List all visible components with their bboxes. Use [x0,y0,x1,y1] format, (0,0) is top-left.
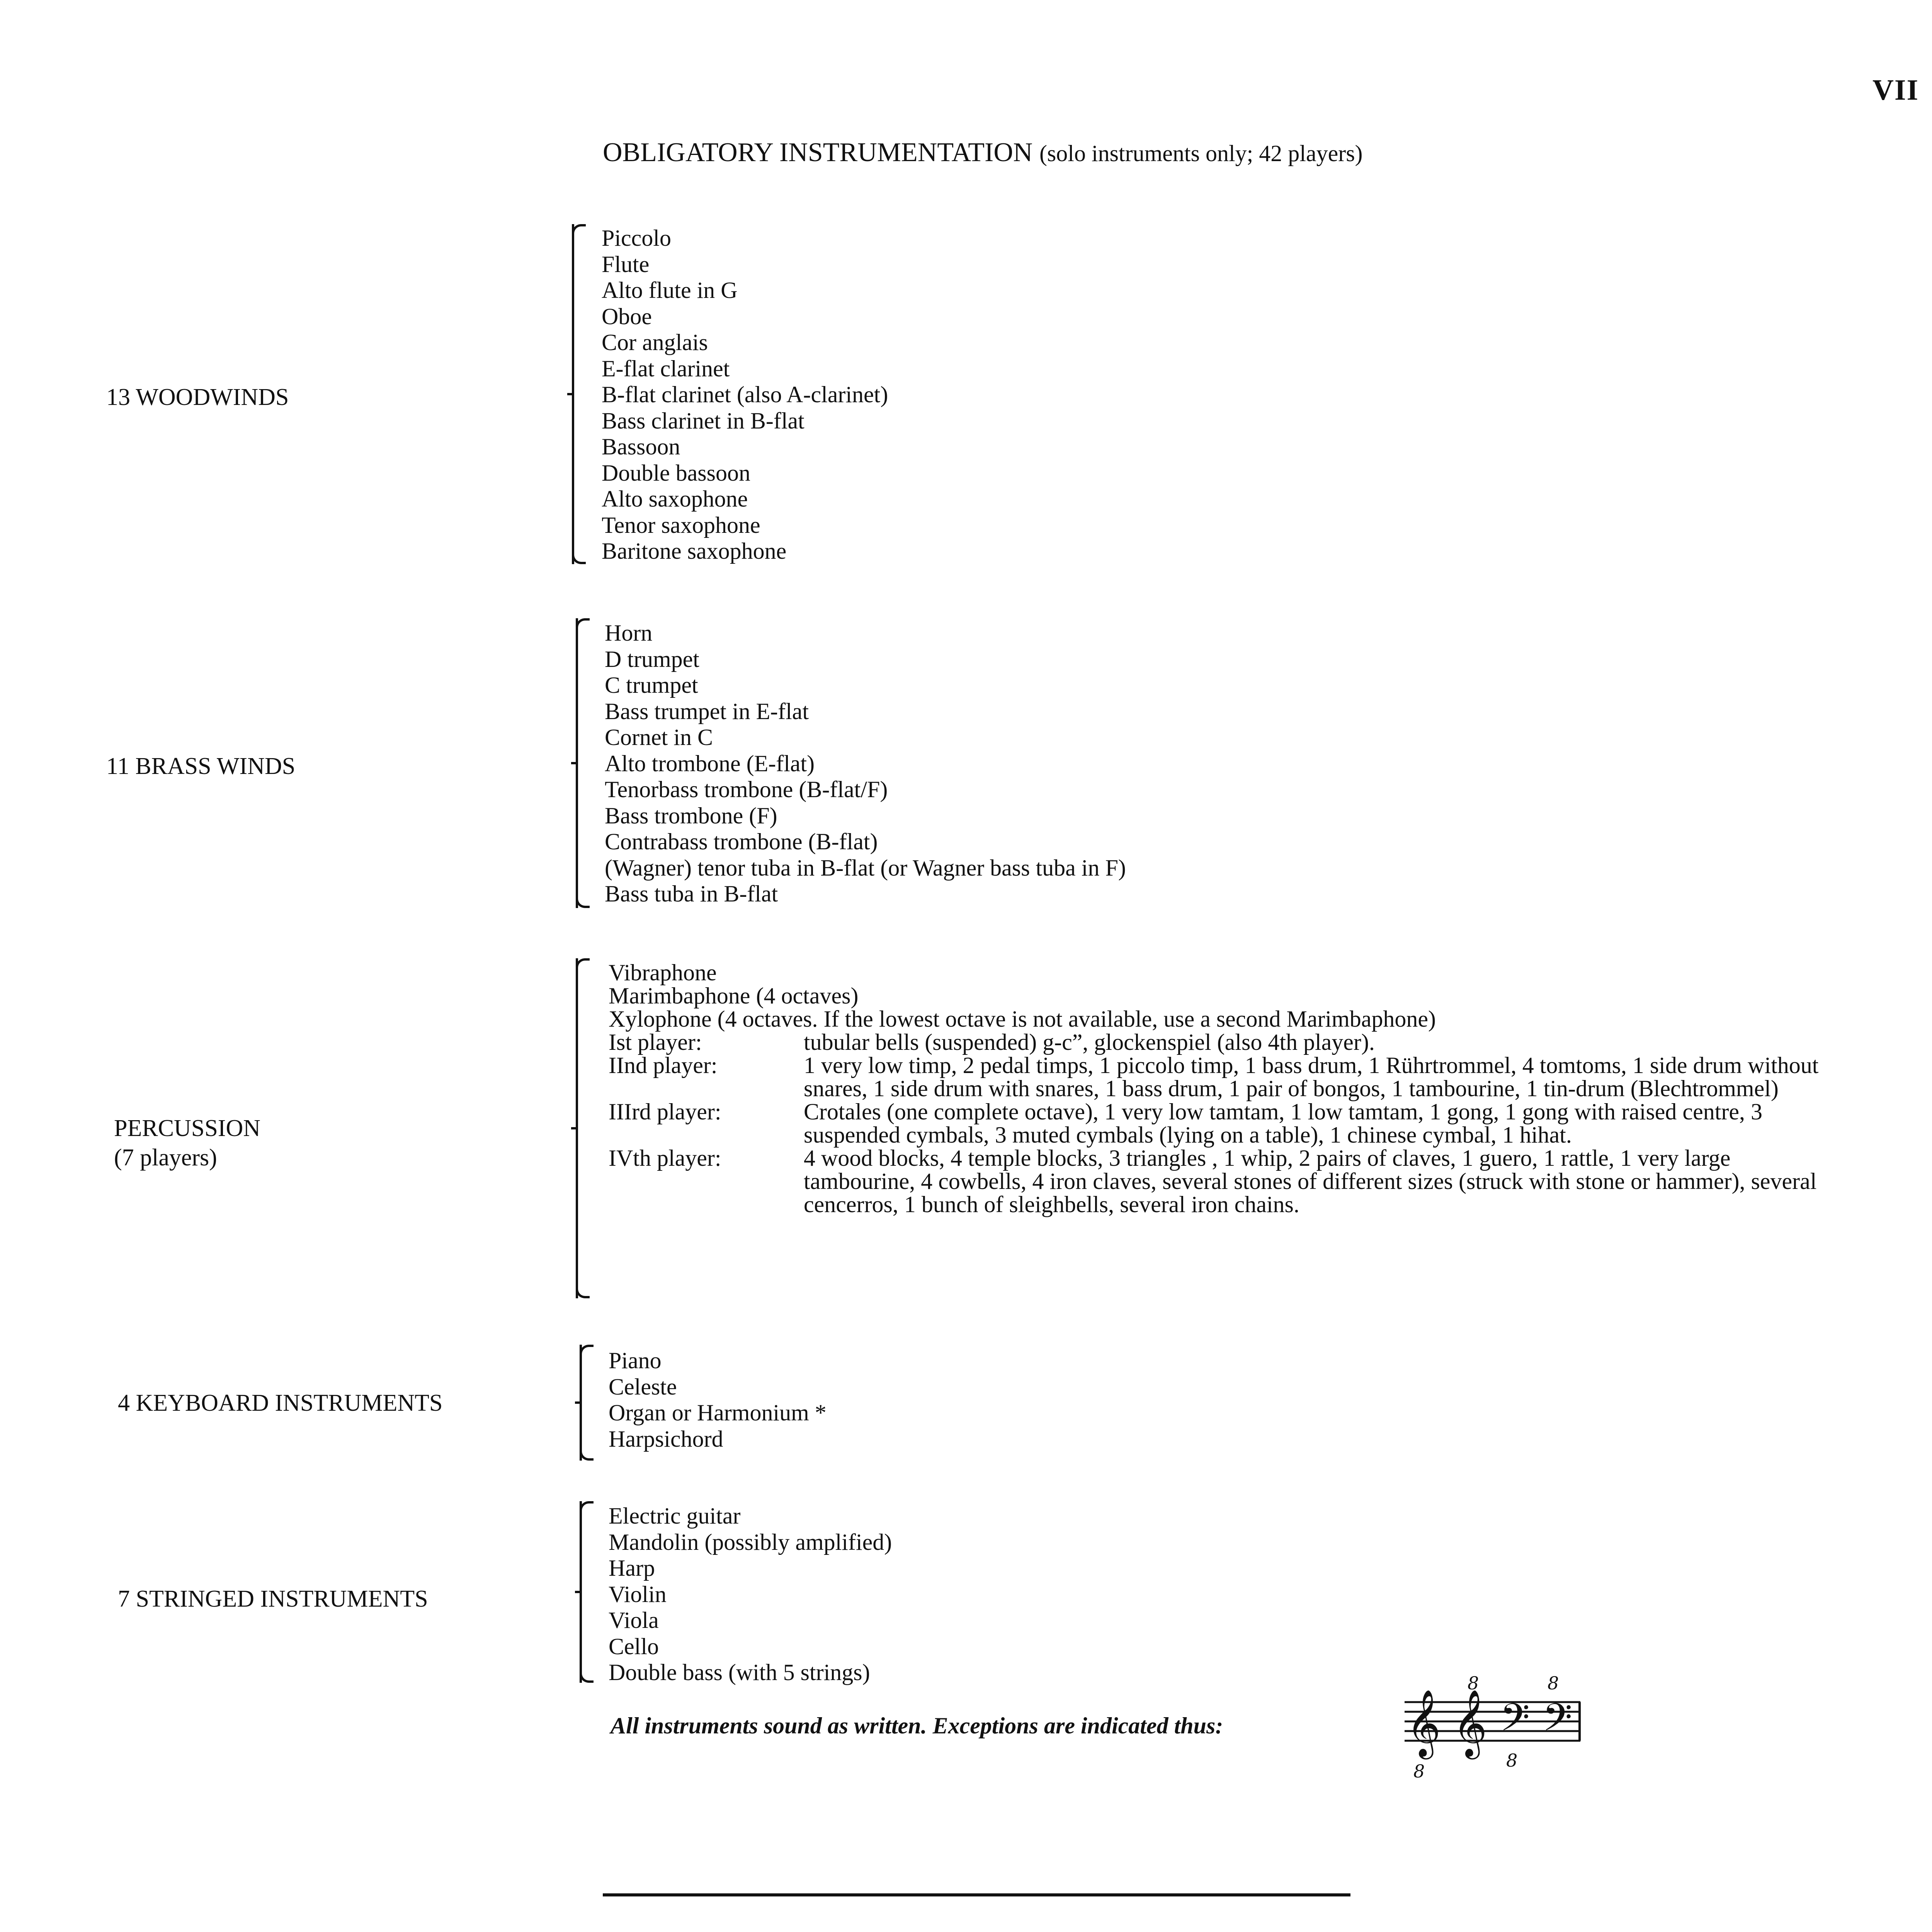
svg-text:8: 8 [1506,1750,1518,1771]
player-instruments: 1 very low timp, 2 pedal timps, 1 piccolo timp, 1 bass drum, 1 Rührtrommel, 4 tomtoms, 1 side drum without snares, 1 side drum with snares, 1 bass drum, 1 pair of bongos, 1 tambourine, 1 tin-drum (Blechtrommel) [804,1053,1819,1101]
brass-item: Horn [605,620,653,646]
woodwind-item: Bassoon [602,434,680,459]
transposition-note: All instruments sound as written. Exceptions are indicated thus: [611,1713,1223,1738]
brass-item: Bass trumpet in E-flat [605,698,809,724]
player-instruments: tubular bells (suspended) g-c”, glockenspiel (also 4th player). [804,1029,1375,1055]
player-instruments: Crotales (one complete octave), 1 very low tamtam, 1 low tamtam, 1 gong, 1 gong with raised centre, 3 suspended cymbals, 3 muted cymbals (lying on a table), 1 chinese cymbal, 1 hihat. [804,1099,1762,1148]
keyboard-brace [580,1345,591,1461]
brass-label: 11 BRASS WINDS [106,753,296,779]
woodwind-item: Baritone saxophone [602,538,787,564]
section-divider [603,1893,1350,1896]
brass-item: D trumpet [605,646,699,672]
woodwind-item: Tenor saxophone [602,512,760,538]
brass-item: Cornet in C [605,724,713,750]
brass-brace [576,618,587,908]
woodwinds-label: 13 WOODWINDS [106,384,289,410]
brass-item: Alto trombone (E-flat) [605,750,815,776]
percussion-label-line2: (7 players) [114,1145,217,1171]
clef-transposition-icon [1399,1665,1588,1789]
keyboard-item: Celeste [609,1374,677,1400]
player-instruments: 4 wood blocks, 4 temple blocks, 3 triangles , 1 whip, 2 pairs of claves, 1 guero, 1 rattle, 1 very large tambourine, 4 cowbells, 4 iron claves, several stones of different sizes (struck with stone or hammer), several cencerros, 1 bunch of sleighbells, several iron chains. [804,1145,1817,1217]
percussion-block [609,961,1832,1216]
brass-item: Bass trombone (F) [605,803,777,828]
svg-text:8: 8 [1468,1673,1479,1694]
brass-item: (Wagner) tenor tuba in B-flat (or Wagner bass tuba in F) [605,855,1126,881]
percussion-item: Marimbaphone (4 octaves) [609,983,859,1009]
brass-item: Contrabass trombone (B-flat) [605,829,878,854]
woodwind-item: B-flat clarinet (also A-clarinet) [602,382,888,407]
percussion-item: Vibraphone [609,960,717,985]
woodwinds-brace [572,224,583,564]
player-label: IInd player: [609,1053,718,1078]
svg-text:𝄞: 𝄞 [1406,1689,1441,1757]
percussion-player-row [609,1146,1832,1216]
strings-label: 7 STRINGED INSTRUMENTS [118,1586,428,1612]
woodwind-item: Alto flute in G [602,277,738,303]
woodwinds-list [602,225,888,565]
string-item: Electric guitar [609,1503,741,1529]
percussion-item: Xylophone (4 octaves. If the lowest octave is not available, use a second Marimbaphone) [609,1006,1436,1032]
strings-brace [580,1501,591,1683]
string-item: Double bass (with 5 strings) [609,1660,870,1685]
player-label: Ist player: [609,1029,702,1055]
strings-list [609,1503,892,1686]
svg-text:8: 8 [1548,1673,1559,1694]
woodwind-item: Double bassoon [602,460,750,486]
percussion-player-row [609,1031,1832,1054]
woodwind-item: Cor anglais [602,330,708,355]
percussion-player-row [609,1054,1832,1100]
woodwind-item: Oboe [602,303,652,329]
svg-text:𝄢: 𝄢 [1543,1696,1573,1749]
brass-list [605,620,1126,907]
woodwind-item: Flute [602,251,650,277]
keyboard-list [609,1348,827,1452]
string-item: Violin [609,1581,667,1607]
page-title [603,137,1363,168]
keyboard-item: Harpsichord [609,1426,723,1452]
keyboard-label: 4 KEYBOARD INSTRUMENTS [118,1390,443,1416]
player-label: IIIrd player: [609,1099,721,1124]
woodwind-item: Bass clarinet in B-flat [602,408,804,434]
svg-text:𝄢: 𝄢 [1500,1696,1530,1749]
woodwind-item: Piccolo [602,225,671,251]
percussion-label [114,1114,260,1172]
woodwind-item: E-flat clarinet [602,355,730,381]
svg-text:𝄞: 𝄞 [1453,1689,1487,1757]
woodwind-item: Alto saxophone [602,486,748,512]
percussion-brace [576,958,587,1298]
brass-item: C trumpet [605,672,698,698]
svg-text:8: 8 [1413,1761,1425,1782]
keyboard-item: Piano [609,1348,662,1373]
string-item: Cello [609,1633,659,1659]
brass-item: Bass tuba in B-flat [605,881,778,906]
title-main: OBLIGATORY INSTRUMENTATION [603,138,1033,167]
keyboard-item: Organ or Harmonium * [609,1400,827,1425]
percussion-label-line1: PERCUSSION [114,1115,260,1141]
title-subtitle: (solo instruments only; 42 players) [1039,141,1363,166]
brass-item: Tenorbass trombone (B-flat/F) [605,777,888,802]
page-number: VII [1872,74,1919,106]
string-item: Harp [609,1555,655,1581]
player-label: IVth player: [609,1145,721,1171]
percussion-player-row [609,1100,1832,1146]
string-item: Viola [609,1607,659,1633]
string-item: Mandolin (possibly amplified) [609,1529,892,1555]
